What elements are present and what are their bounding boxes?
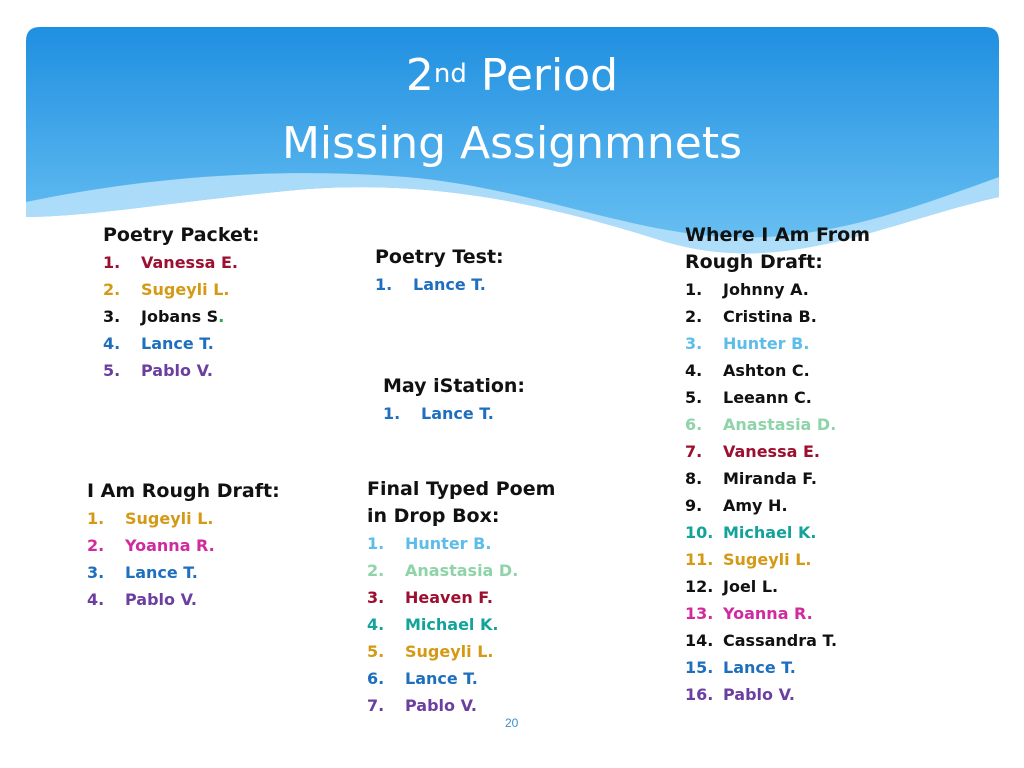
student-name: Pablo V. <box>125 590 197 609</box>
student-name: Lance T. <box>125 563 198 582</box>
student-name: Michael K. <box>723 523 817 542</box>
list-item <box>87 559 280 586</box>
list-item <box>367 665 555 692</box>
item-number: 3. <box>685 334 703 353</box>
section-poetry-test <box>375 244 504 298</box>
list-item <box>685 654 870 681</box>
item-number: 5. <box>367 642 385 661</box>
item-number: 16. <box>685 685 714 704</box>
section-heading: May iStation: <box>383 375 526 397</box>
section-heading: Poetry Packet: <box>103 224 260 246</box>
item-number: 3. <box>103 307 121 326</box>
item-number: 5. <box>685 388 703 407</box>
student-list <box>383 400 525 427</box>
list-item <box>685 411 870 438</box>
section-heading: Poetry Test: <box>375 246 504 268</box>
item-number: 1. <box>103 253 121 272</box>
list-item <box>103 357 260 384</box>
item-number: 1. <box>375 275 393 294</box>
student-list <box>375 271 504 298</box>
student-name: Anastasia D. <box>723 415 837 434</box>
list-item <box>367 557 555 584</box>
item-number: 1. <box>685 280 703 299</box>
list-item <box>103 303 260 330</box>
list-item <box>87 586 280 613</box>
item-number: 4. <box>685 361 703 380</box>
item-number: 3. <box>367 588 385 607</box>
section-may-istation <box>383 373 525 427</box>
item-number: 4. <box>87 590 105 609</box>
title-period: Period <box>480 50 619 101</box>
student-name: Sugeyli L. <box>125 509 214 528</box>
student-name: Hunter B. <box>405 534 492 553</box>
item-number: 7. <box>367 696 385 715</box>
section-heading-line2: Rough Draft: <box>685 251 823 273</box>
list-item <box>367 611 555 638</box>
list-item <box>87 505 280 532</box>
item-number: 2. <box>103 280 121 299</box>
list-item <box>103 330 260 357</box>
student-name: Heaven F. <box>405 588 493 607</box>
list-item <box>685 357 870 384</box>
section-heading: I Am Rough Draft: <box>87 480 280 502</box>
item-number: 15. <box>685 658 714 677</box>
item-number: 4. <box>103 334 121 353</box>
item-number: 7. <box>685 442 703 461</box>
item-number: 4. <box>367 615 385 634</box>
student-name: Lance T. <box>413 275 486 294</box>
list-item <box>685 546 870 573</box>
student-name: Pablo V. <box>723 685 795 704</box>
student-name: Jobans S <box>141 307 219 326</box>
student-name: Yoanna R. <box>723 604 813 623</box>
title-number: 2 <box>405 50 434 101</box>
list-item <box>383 400 525 427</box>
list-item <box>685 627 870 654</box>
item-number: 1. <box>87 509 105 528</box>
list-item <box>87 532 280 559</box>
student-name: Michael K. <box>405 615 499 634</box>
student-name: Vanessa E. <box>723 442 820 461</box>
item-number: 5. <box>103 361 121 380</box>
list-item <box>375 271 504 298</box>
student-name: Vanessa E. <box>141 253 238 272</box>
list-item <box>685 573 870 600</box>
student-name: Sugeyli L. <box>723 550 812 569</box>
student-name: Sugeyli L. <box>405 642 494 661</box>
item-number: 6. <box>685 415 703 434</box>
list-item <box>367 638 555 665</box>
section-i-am-rough-draft <box>87 478 280 613</box>
list-item <box>685 438 870 465</box>
student-name: Cassandra T. <box>723 631 838 650</box>
item-number: 13. <box>685 604 714 623</box>
student-name: Miranda F. <box>723 469 817 488</box>
student-name: Joel L. <box>723 577 779 596</box>
student-name: Sugeyli L. <box>141 280 230 299</box>
page-number: 20 <box>505 716 519 730</box>
list-item <box>685 681 870 708</box>
student-list <box>685 276 870 708</box>
student-name: Leeann C. <box>723 388 812 407</box>
student-name: Hunter B. <box>723 334 810 353</box>
item-number: 1. <box>383 404 401 423</box>
item-number: 11. <box>685 550 714 569</box>
list-item <box>367 692 555 719</box>
slide-title-line2: Missing Assignmnets <box>281 118 743 169</box>
list-item <box>103 276 260 303</box>
student-name: Pablo V. <box>405 696 477 715</box>
student-name: Yoanna R. <box>125 536 215 555</box>
item-number: 9. <box>685 496 703 515</box>
item-number: 2. <box>87 536 105 555</box>
student-name: Lance T. <box>723 658 796 677</box>
list-item <box>367 584 555 611</box>
item-number: 8. <box>685 469 703 488</box>
list-item <box>685 600 870 627</box>
item-number: 3. <box>87 563 105 582</box>
list-item <box>685 330 870 357</box>
section-where-i-am-from <box>685 222 870 708</box>
student-name: Anastasia D. <box>405 561 519 580</box>
student-name: Johnny A. <box>723 280 809 299</box>
list-item <box>685 303 870 330</box>
student-list <box>367 530 555 719</box>
list-item <box>367 530 555 557</box>
title-superscript: nd <box>433 59 467 89</box>
list-item <box>685 519 870 546</box>
item-number: 1. <box>367 534 385 553</box>
student-name: Ashton C. <box>723 361 810 380</box>
item-number: 10. <box>685 523 714 542</box>
student-list <box>87 505 280 613</box>
list-item <box>685 384 870 411</box>
item-number: 12. <box>685 577 714 596</box>
student-name: Lance T. <box>421 404 494 423</box>
list-item <box>685 465 870 492</box>
item-number: 6. <box>367 669 385 688</box>
section-heading-line1: Where I Am From <box>685 224 871 246</box>
name-suffix: . <box>218 307 225 326</box>
section-poetry-packet <box>103 222 260 384</box>
list-item <box>103 249 260 276</box>
student-list <box>103 249 260 384</box>
student-name: Lance T. <box>141 334 214 353</box>
list-item <box>685 276 870 303</box>
student-name: Cristina B. <box>723 307 817 326</box>
item-number: 2. <box>367 561 385 580</box>
item-number: 2. <box>685 307 703 326</box>
section-final-typed-poem <box>367 476 555 719</box>
section-heading-line2: in Drop Box: <box>367 505 500 527</box>
list-item <box>685 492 870 519</box>
section-heading-line1: Final Typed Poem <box>367 478 556 500</box>
student-name: Lance T. <box>405 669 478 688</box>
item-number: 14. <box>685 631 714 650</box>
slide-title-line1 <box>0 48 1024 104</box>
student-name: Amy H. <box>723 496 788 515</box>
student-name: Pablo V. <box>141 361 213 380</box>
